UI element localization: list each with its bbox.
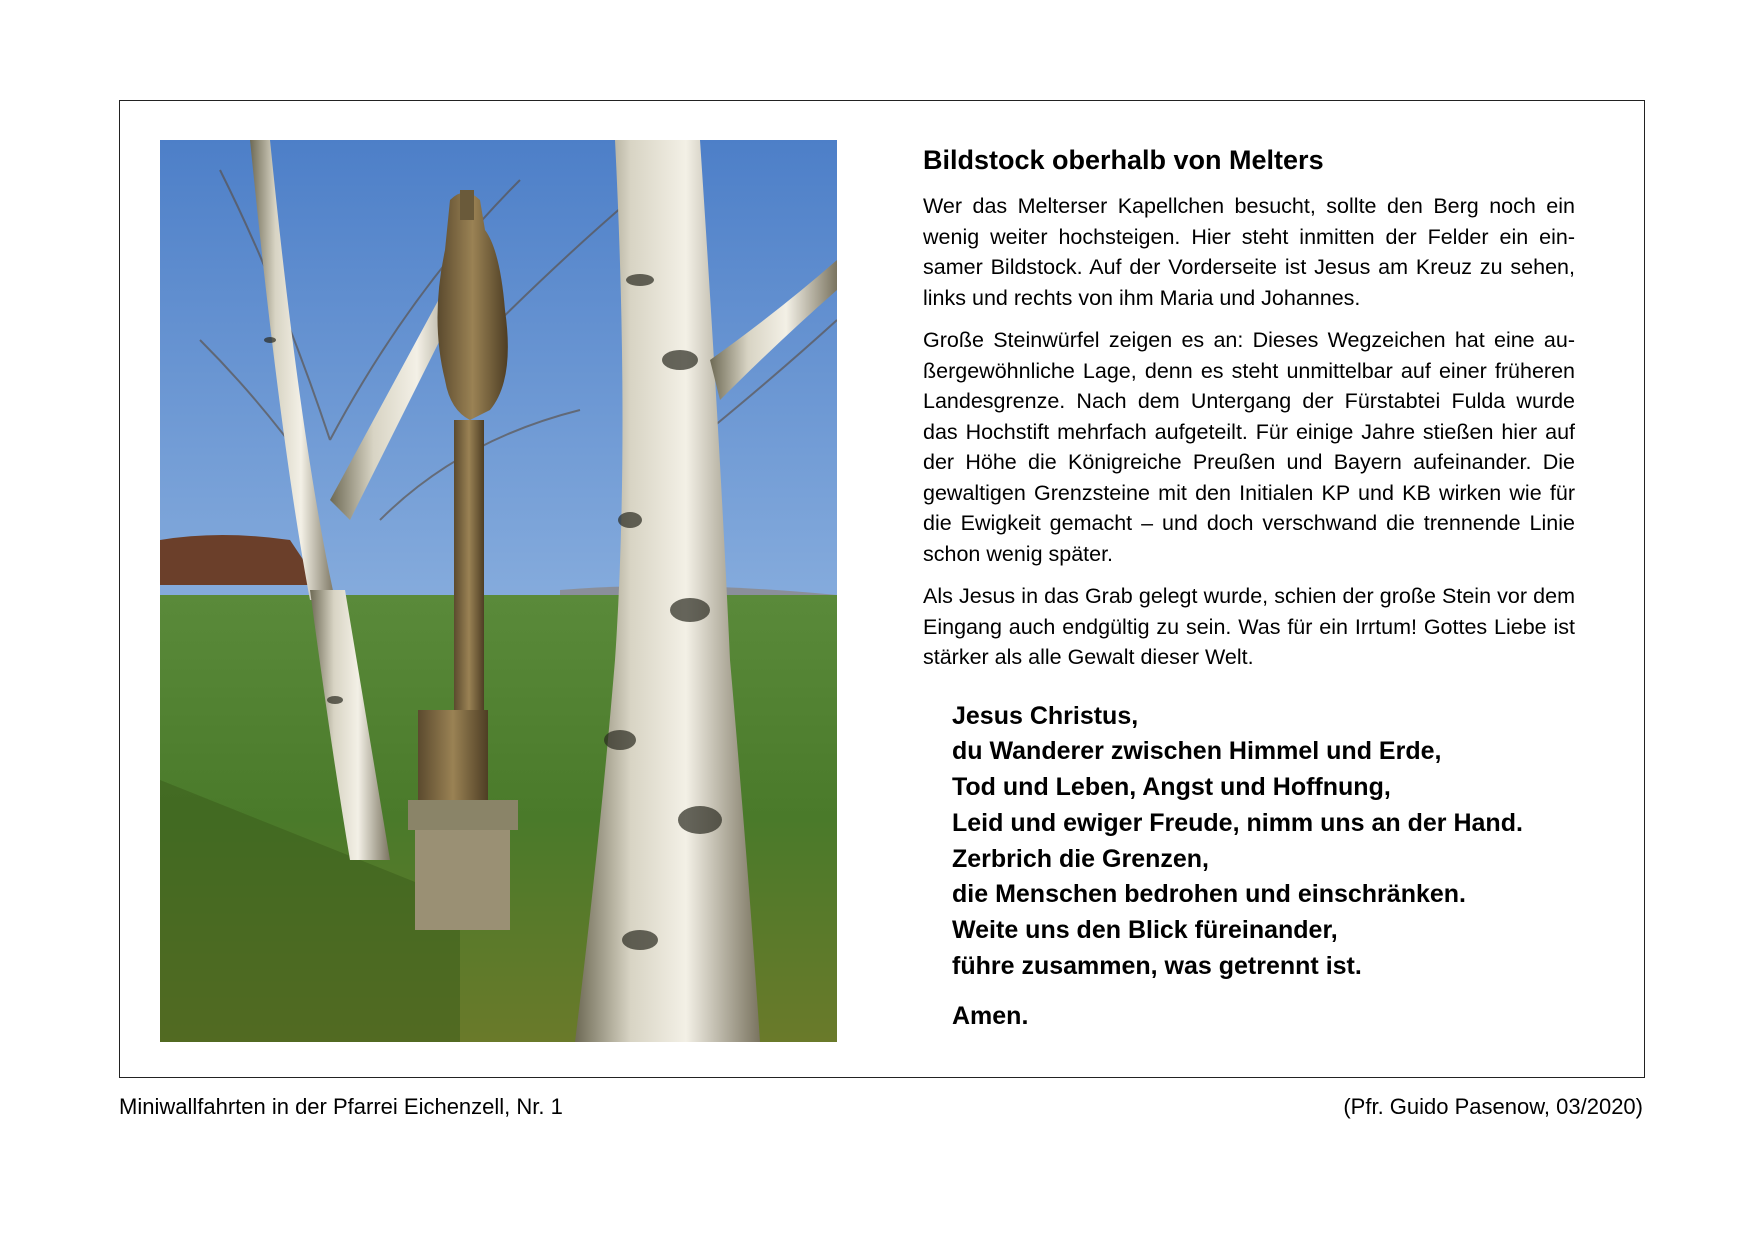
wayside-shrine-photo — [160, 140, 837, 1042]
prayer-line: die Menschen bedrohen und einschränken. — [952, 880, 1466, 909]
prayer-line: Tod und Leben, Angst und Hoffnung, — [952, 773, 1391, 802]
page-title: Bildstock oberhalb von Melters — [923, 145, 1324, 175]
footer-series: Miniwallfahrten in der Pfarrei Eichenzell, Nr. 1 — [119, 1094, 563, 1119]
prayer-line: Weite uns den Blick füreinander, — [952, 916, 1338, 945]
shrine-block — [418, 710, 488, 800]
prayer-line: führe zusammen, was getrennt ist. — [952, 952, 1362, 981]
prayer — [923, 699, 1575, 985]
content-card — [119, 100, 1645, 1078]
footer-author: (Pfr. Guido Pasenow, 03/2020) — [1343, 1094, 1643, 1119]
photo-illustration — [160, 140, 837, 1042]
shrine-plinth — [408, 800, 518, 830]
shrine-cross — [460, 190, 474, 220]
paragraph-3: Als Jesus in das Grab gelegt wurde, schien der große Stein vor dem Eingang auch endgültig zu sein. Was für ein Irrtum! Gottes Liebe ist stärker als alle Gewalt dieser Welt. — [923, 584, 1575, 669]
text-column — [923, 143, 1575, 1033]
shrine-base — [415, 830, 510, 930]
prayer-line: Leid und ewiger Freude, nimm uns an der Hand. — [952, 808, 1523, 837]
amen: Amen. — [952, 1001, 1029, 1030]
prayer-line: du Wanderer zwischen Himmel und Erde, — [952, 737, 1442, 766]
paragraph-1: Wer das Melterser Kapellchen besucht, sollte den Berg noch ein wenig weiter hochsteigen. Hier steht inmitten der Felder ein einsamer Bildstock. Auf der Vorderseite ist Jesus am Kreuz zu sehen, links und rechts von ihm Maria und Johannes. — [923, 194, 1575, 310]
paragraph-2: Große Steinwürfel zeigen es an: Dieses Wegzeichen hat eine außergewöhnliche Lage, denn es steht unmittelbar auf einer früheren Landesgrenze. Nach dem Untergang der Fürstabtei Fulda wurde das Hochstift mehrfach aufgeteilt. Für einige Jahre stießen hier auf der Höhe die Königreiche Preußen und Bayern aufeinander. Die gewaltigen Grenzsteine mit den Initialen KP und KB wirken wie für die Ewigkeit gemacht – und doch verschwand die trennende Linie schon wenig später. — [923, 328, 1575, 566]
prayer-line: Zerbrich die Grenzen, — [952, 844, 1210, 873]
prayer-line: Jesus Christus, — [952, 701, 1139, 730]
